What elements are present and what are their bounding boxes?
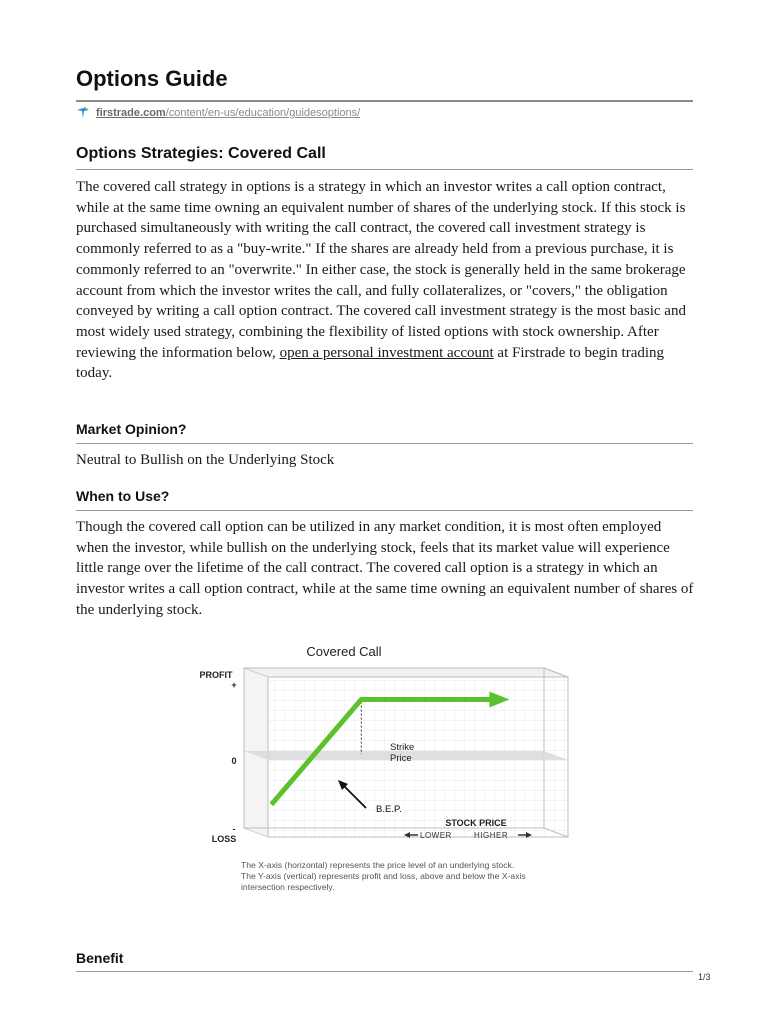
section-heading: Options Strategies: Covered Call	[76, 145, 326, 162]
section-divider	[76, 169, 693, 170]
title-divider	[76, 100, 693, 102]
when-to-use-heading: When to Use?	[76, 488, 170, 504]
market-opinion-divider	[76, 443, 693, 444]
benefit-heading: Benefit	[76, 950, 124, 966]
when-to-use-text: Though the covered call option can be utilized in any market condition, it is most often employed when the investor, while bullish on the underlying stock, feels that its market value will experience little range over the lifetime of the call contract. The covered call option is a strategy in which an investor writes a call option contract, while at the same time owning an equivalent number of shares of the underlying stock.	[76, 519, 694, 618]
intro-paragraph	[76, 177, 696, 384]
intro-text-end: at Firstrade to begin trading today.	[76, 344, 665, 382]
x-legend-lower: LOWER	[420, 831, 452, 840]
y-label-plus: +	[231, 680, 237, 690]
open-account-link[interactable]: open a personal investment account	[279, 344, 494, 361]
source-path[interactable]: /content/en-us/education/guidesoptions/	[165, 107, 361, 119]
strike-label-line2: Price	[390, 753, 412, 764]
covered-call-chart-svg	[124, 640, 526, 902]
firstrade-logo-icon	[76, 106, 90, 120]
benefit-divider	[76, 971, 693, 972]
market-opinion-text: Neutral to Bullish on the Underlying Stock	[76, 452, 335, 468]
chart-title: Covered Call	[306, 644, 382, 659]
caption-line2: The Y-axis (vertical) represents profit and loss, above and below the X-axis	[241, 871, 526, 881]
caption-line1: The X-axis (horizontal) represents the price level of an underlying stock.	[241, 860, 515, 870]
strike-label-line1: Strike	[390, 742, 415, 753]
market-opinion-heading: Market Opinion?	[76, 421, 187, 437]
y-label-loss: LOSS	[211, 834, 237, 844]
chart-top-face	[244, 668, 568, 677]
y-label-minus: -	[232, 824, 236, 834]
bep-label: B.E.P.	[376, 804, 402, 815]
y-label-zero: 0	[231, 756, 237, 766]
x-legend-title: STOCK PRICE	[445, 818, 507, 828]
when-to-use-divider	[76, 510, 693, 511]
page-number: 1/3	[698, 972, 711, 982]
intro-text: The covered call strategy in options is a strategy in which an investor writes a call option contract, while at the same time owning an equivalent number of shares of the underlying stock. If this stock is purchased simultaneously with writing the call contract, the covered call investment strategy is commonly referred to as a "buy-write." If the shares are already held from a previous purchase, it is commonly referred to an "overwrite." In either case, the stock is generally held in the same brokerage account from which the investor writes the call, and fully collateralizes, or "covers," the obligation conveyed by writing a call option contract. The covered call investment strategy is the most basic and most widely used strategy, combining the flexibility of listed options with stock ownership. After reviewing the information below,	[76, 179, 686, 361]
covered-call-chart	[124, 640, 526, 902]
x-legend-higher: HIGHER	[474, 831, 509, 840]
caption-line3: intersection respectively.	[241, 882, 335, 892]
source-domain[interactable]: firstrade.com	[96, 107, 166, 119]
document-title: Options Guide	[76, 66, 228, 91]
y-label-profit: PROFIT	[199, 670, 233, 680]
source-link[interactable]	[76, 106, 693, 120]
